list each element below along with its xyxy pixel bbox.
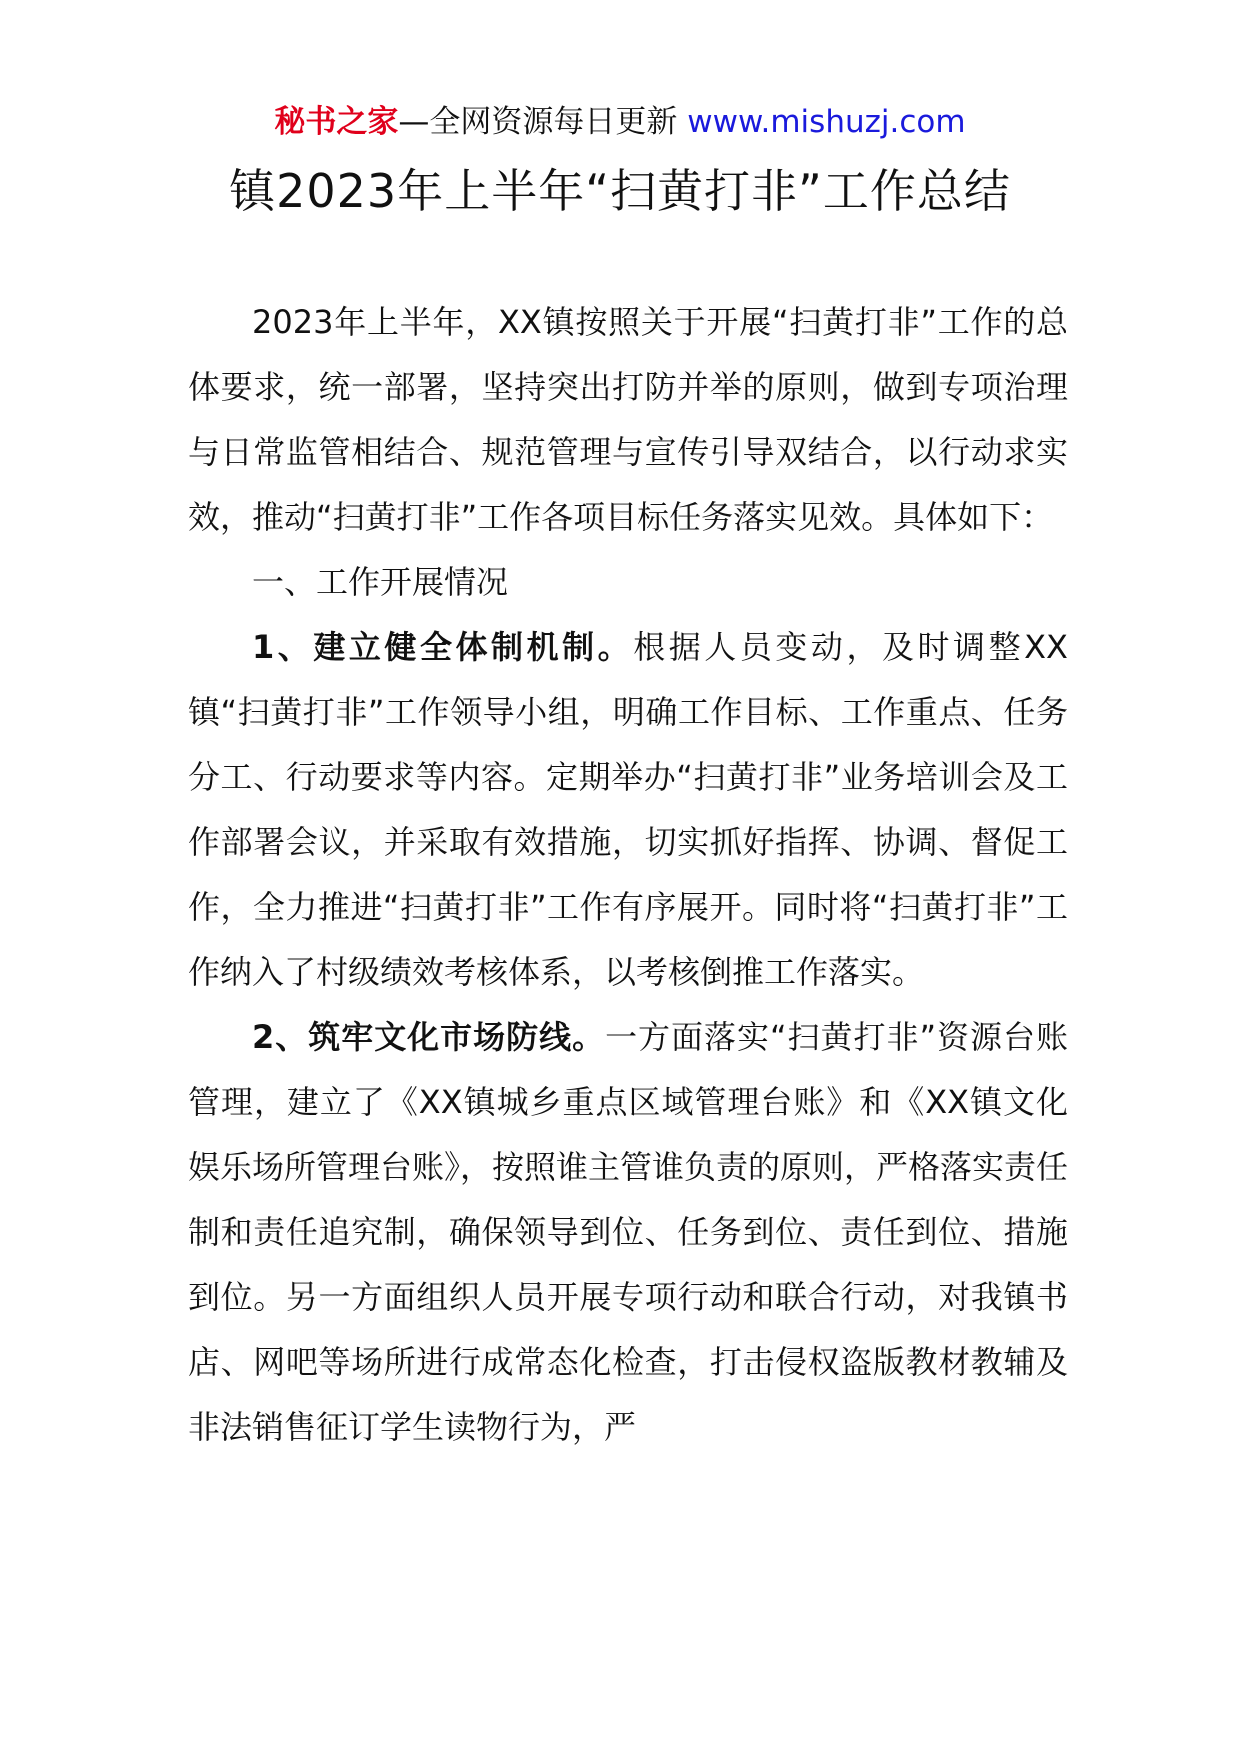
item-1-lead: 1、建立健全体制机制。: [252, 628, 634, 666]
section-heading: 一、工作开展情况: [252, 563, 509, 601]
item-1-paragraph: [188, 615, 1068, 1005]
document-title: 镇2023年上半年“扫黄打非”工作总结: [229, 164, 1011, 218]
item-2-lead: 2、筑牢文化市场防线。: [252, 1018, 606, 1056]
document-body: [188, 290, 1068, 1460]
item-2-text: 一方面落实“扫黄打非”资源台账管理，建立了《XX镇城乡重点区域管理台账》和《XX镇文化娱乐场所管理台账》，按照谁主管谁负责的原则，严格落实责任制和责任追究制，确保领导到位、任务到位、责任到位、措施到位。另一方面组织人员开展专项行动和联合行动，对我镇书店、网吧等场所进行成常态化检查，打击侵权盗版教材教辅及非法销售征订学生读物行为，严: [188, 1018, 1069, 1446]
site-link[interactable]: www.mishuzj.com: [687, 104, 966, 140]
intro-paragraph: 2023年上半年，XX镇按照关于开展“扫黄打非”工作的总体要求，统一部署，坚持突出打防并举的原则，做到专项治理与日常监管相结合、规范管理与宣传引导双结合，以行动求实效，推动“扫黄打非”工作各项目标任务落实见效。具体如下：: [188, 303, 1068, 536]
watermark-header: [0, 100, 1240, 144]
item-2-paragraph: [188, 1005, 1068, 1460]
header-slogan: —全网资源每日更新: [398, 104, 688, 140]
item-1-text: 根据人员变动，及时调整XX镇“扫黄打非”工作领导小组，明确工作目标、工作重点、任务分工、行动要求等内容。定期举办“扫黄打非”业务培训会及工作部署会议，并采取有效措施，切实抓好指挥、协调、督促工作，全力推进“扫黄打非”工作有序展开。同时将“扫黄打非”工作纳入了村级绩效考核体系，以考核倒推工作落实。: [188, 628, 1068, 991]
brand-name: 秘书之家: [274, 104, 399, 140]
